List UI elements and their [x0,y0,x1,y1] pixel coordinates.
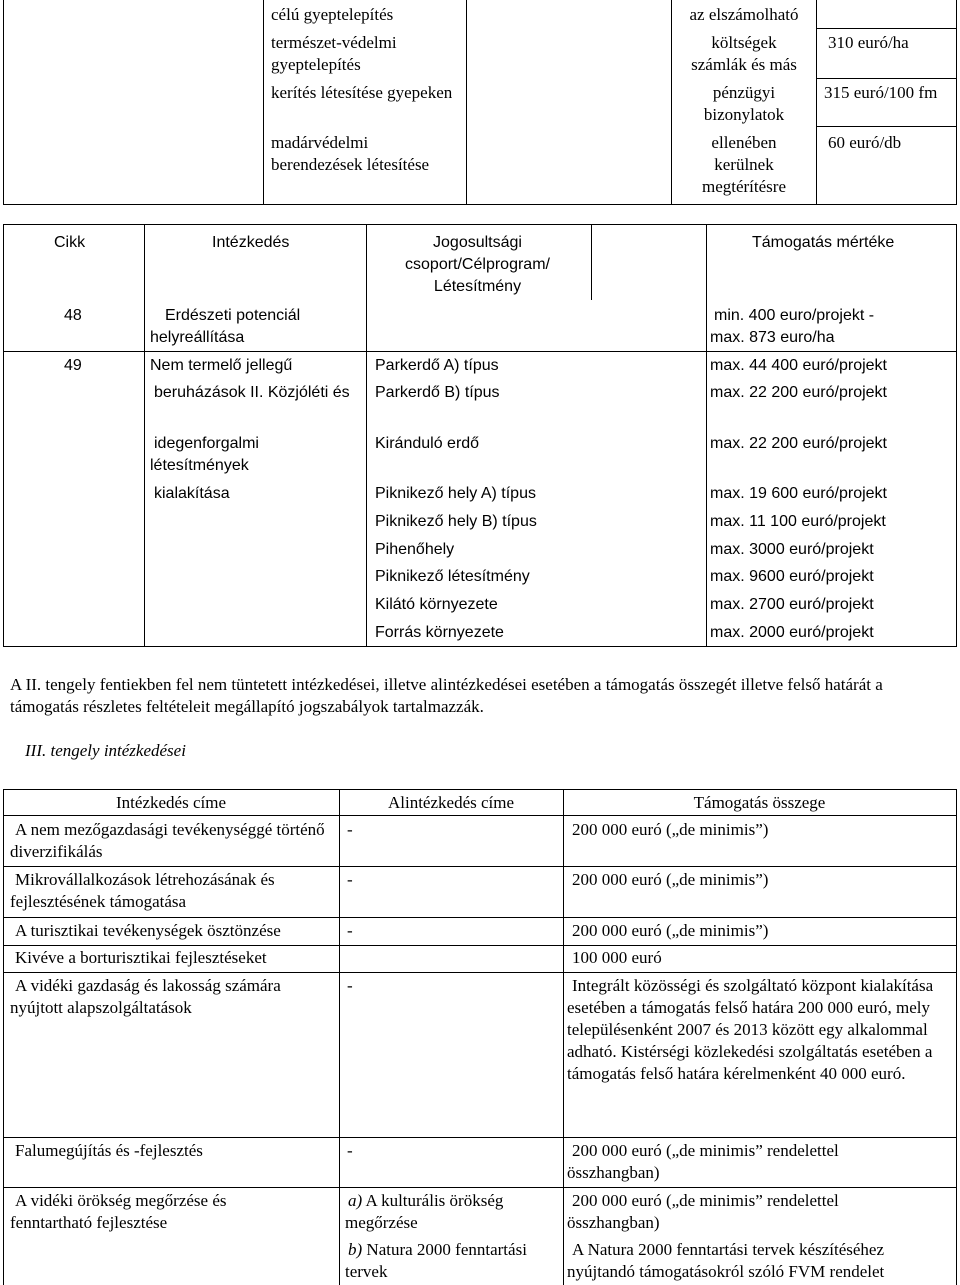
row48-intezkedes: Erdészeti potenciál helyreállítása [150,307,301,346]
support-amount: 200 000 euró („de minimis” rendelettel összhangban) [567,1191,839,1232]
program-value: max. 19 600 euró/projekt [710,485,887,502]
program-name: Piknikező létesítmény [375,568,530,585]
header-cikk: Cikk [54,234,86,251]
sub-measure [345,1239,560,1283]
program-name: Parkerdő A) típus [375,357,499,374]
measure-title: A turisztikai tevékenységek ösztönzése [15,921,281,940]
top-item: természet-védelmi gyeptelepítés [271,33,397,74]
header-tamogatas-osszege: Támogatás összege [693,793,826,812]
program-name: Kiránduló erdő [375,435,480,452]
program-value: max. 11 100 euró/projekt [710,513,886,530]
sub-measure-prefix: a) [348,1191,363,1210]
program-value: max. 22 200 euró/projekt [710,435,887,452]
program-name: Kilátó környezete [375,596,498,613]
sub-measure: - [347,870,353,889]
program-name: Parkerdő B) típus [375,384,500,401]
row49-intezkedes: kialakítása [154,485,230,502]
sub-measure: - [347,921,353,940]
amount: 60 euró/db [828,133,902,152]
amount: 315 euró/100 fm [824,83,938,102]
header-intezkedes: Intézkedés [212,234,290,251]
program-value: max. 2000 euró/projekt [710,624,874,641]
support-amount: 200 000 euró („de minimis”) [572,921,769,940]
row48-max: max. 873 euro/ha [710,329,835,346]
measure-title: A vidéki örökség megőrzése és fenntartható fejlesztése [10,1191,227,1232]
program-value: max. 3000 euró/projekt [710,541,874,558]
sub-measure [345,1190,560,1234]
row49-cikk: 49 [64,357,82,374]
middle-note: az elszámolható költségek számlák és más pénzügyi bizonylatok ellenében kerülnek megtérítésre [689,5,799,196]
top-item: madárvédelmi berendezések létesítése [271,133,430,174]
row48-cikk: 48 [64,307,82,324]
amount: 310 euró/ha [828,33,909,52]
sub-measure-text: Natura 2000 fenntartási tervek [345,1240,527,1281]
program-value: max. 44 400 euró/projekt [710,357,887,374]
header-alintezkedes-cime: Alintézkedés címe [387,793,515,812]
measure-title: Mikrovállalkozások létrehozásának és fejlesztésének támogatása [10,870,275,911]
program-value: max. 22 200 euró/projekt [710,384,887,401]
program-name: Forrás környezete [375,624,504,641]
header-tamogatas: Támogatás mértéke [752,234,895,251]
top-item: célú gyeptelepítés [271,5,394,24]
row48-min: min. 400 euro/projekt - [714,307,875,324]
row49-intezkedes: beruházások II. Közjóléti és [154,384,350,401]
program-name: Piknikező hely A) típus [375,485,536,502]
sub-measure: - [347,976,353,995]
top-item: kerítés létesítése gyepeken [271,83,453,102]
section-title: III. tengely intézkedései [25,741,186,760]
support-amount: A Natura 2000 fenntartási tervek készítéséhez nyújtandó támogatásokról szóló FVM rendelet [567,1240,885,1281]
sub-measure: - [347,820,353,839]
measure-title: Kivéve a borturisztikai fejlesztéseket [15,948,267,967]
measure-title: Falumegújítás és -fejlesztés [15,1141,203,1160]
header-intezkedes-cime: Intézkedés címe [116,793,226,812]
sub-measure-prefix: b) [348,1240,363,1259]
support-amount: 200 000 euró („de minimis”) [572,870,769,889]
row49-intezkedes: Nem termelő jellegű [150,357,293,374]
header-jogosultsagi: Jogosultsági csoport/Célprogram/ Létesítmény [405,234,550,295]
program-name: Piknikező hely B) típus [375,513,537,530]
row49-intezkedes: idegenforgalmi létesítmények [150,435,259,474]
measure-title: A vidéki gazdaság és lakosság számára nyújtott alapszolgáltatások [10,976,281,1017]
measure-title: A nem mezőgazdasági tevékenységgé történő diverzifikálás [10,820,325,861]
support-amount: 100 000 euró [572,948,662,967]
program-name: Pihenőhely [375,541,455,558]
sub-measure-text: A kulturális örökség megőrzése [345,1191,504,1232]
support-amount: 200 000 euró („de minimis” rendelettel összhangban) [567,1141,839,1182]
program-value: max. 2700 euró/projekt [710,596,874,613]
sub-measure: - [347,1141,353,1160]
support-amount: 200 000 euró („de minimis”) [572,820,769,839]
body-paragraph: A II. tengely fentiekben fel nem tüntetett intézkedései, illetve alintézkedései esetében a támogatás összegét illetve felső határát a támogatás részletes feltételeit megállapító jogszabályok tartalmazzák. [10,675,883,716]
support-amount: Integrált közösségi és szolgáltató központ kialakítása esetében a támogatás felső határa 200 000 euró, mely településenként 2007 és 2013 között egy alkalommal adható. Kistérségi közlekedési szolgáltatás esetében a támogatás felső határa kérelmenként 40 000 euró. [567,976,934,1083]
program-value: max. 9600 euró/projekt [710,568,874,585]
